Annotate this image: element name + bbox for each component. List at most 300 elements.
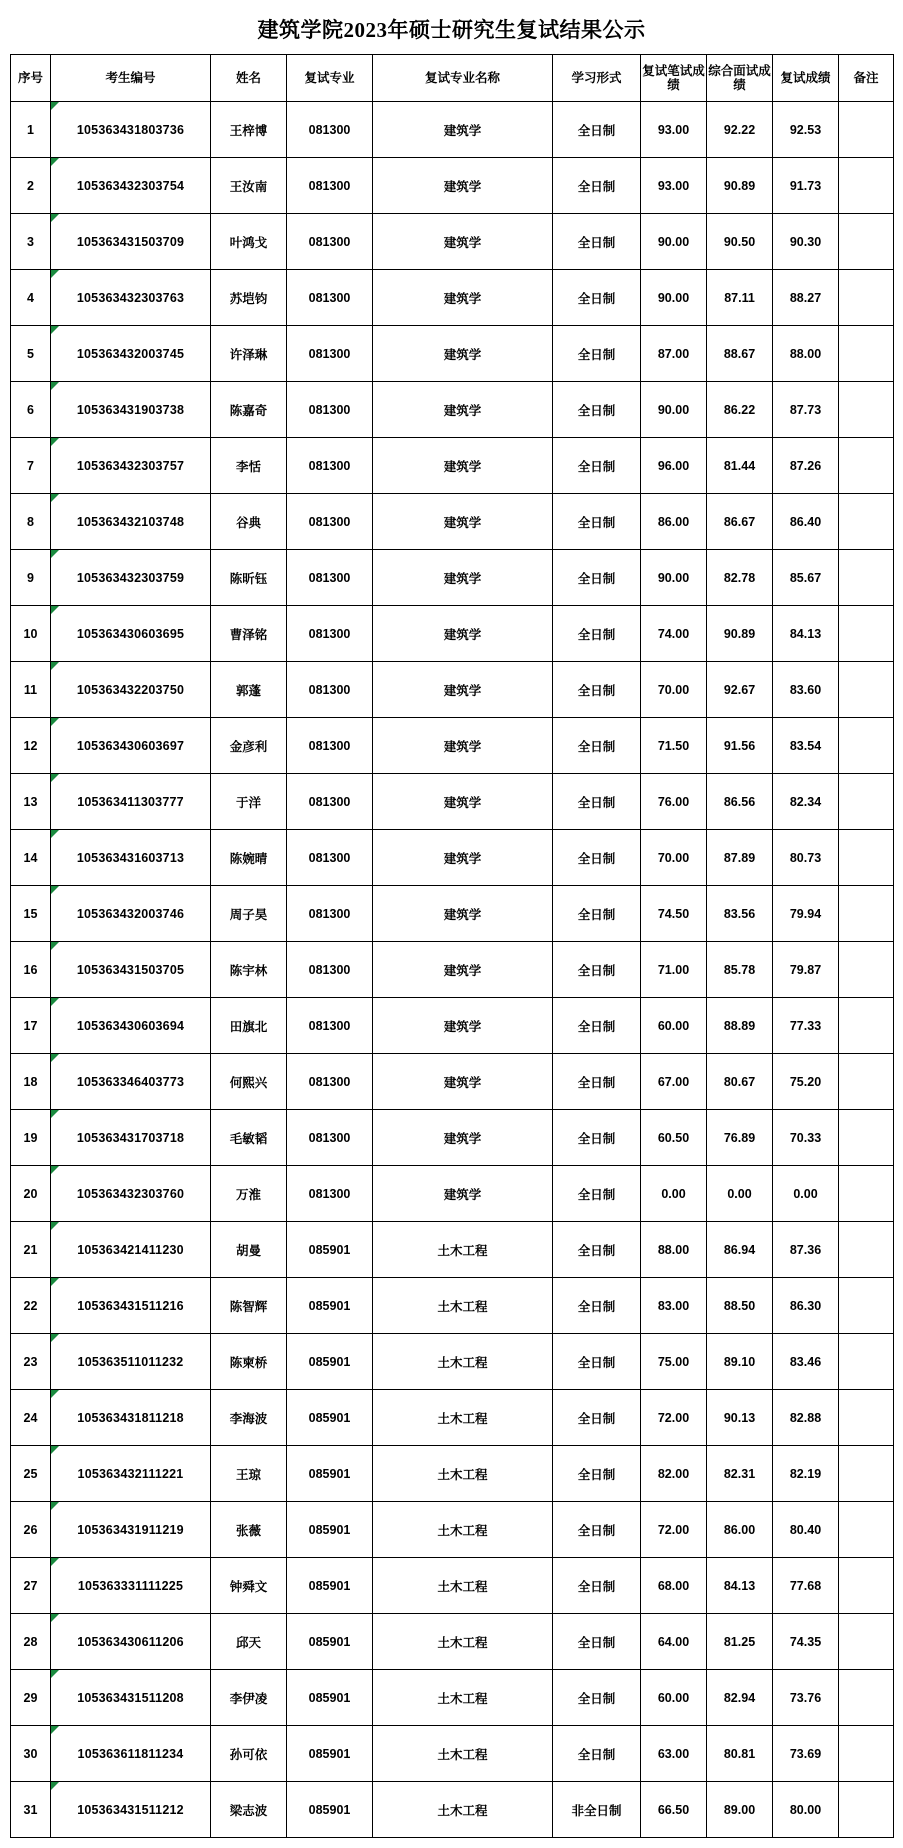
cell-total-score: 82.88 xyxy=(773,1390,839,1446)
cell-interview-score: 84.13 xyxy=(707,1558,773,1614)
cell-remark xyxy=(839,1222,894,1278)
cell-total-score: 82.34 xyxy=(773,774,839,830)
cell-interview-score: 90.50 xyxy=(707,214,773,270)
cell-major-name: 土木工程 xyxy=(373,1726,553,1782)
column-header-interview-score: 综合面试成绩 xyxy=(707,55,773,102)
cell-interview-score: 89.00 xyxy=(707,1782,773,1838)
cell-major-code: 081300 xyxy=(287,662,373,718)
cell-major-name: 土木工程 xyxy=(373,1222,553,1278)
cell-remark xyxy=(839,718,894,774)
cell-remark xyxy=(839,326,894,382)
cell-major-code: 081300 xyxy=(287,158,373,214)
page-title: 建筑学院2023年硕士研究生复试结果公示 xyxy=(257,18,646,42)
cell-index: 13 xyxy=(11,774,51,830)
cell-total-score: 92.53 xyxy=(773,102,839,158)
cell-major-code: 085901 xyxy=(287,1222,373,1278)
cell-major-code: 085901 xyxy=(287,1782,373,1838)
cell-major-name: 建筑学 xyxy=(373,886,553,942)
column-header-major-code: 复试专业 xyxy=(287,55,373,102)
cell-index: 18 xyxy=(11,1054,51,1110)
cell-study-mode: 全日制 xyxy=(553,1166,641,1222)
cell-study-mode: 全日制 xyxy=(553,1614,641,1670)
cell-major-name: 土木工程 xyxy=(373,1446,553,1502)
cell-index: 22 xyxy=(11,1278,51,1334)
column-header-candidate-number: 考生编号 xyxy=(51,55,211,102)
cell-major-name: 建筑学 xyxy=(373,158,553,214)
cell-study-mode: 全日制 xyxy=(553,494,641,550)
table-row xyxy=(11,1334,894,1390)
cell-major-name: 土木工程 xyxy=(373,1502,553,1558)
cell-major-name: 土木工程 xyxy=(373,1278,553,1334)
table-row xyxy=(11,1166,894,1222)
cell-interview-score: 82.31 xyxy=(707,1446,773,1502)
cell-written-score: 90.00 xyxy=(641,270,707,326)
table-row xyxy=(11,1054,894,1110)
cell-study-mode: 全日制 xyxy=(553,1222,641,1278)
cell-study-mode: 全日制 xyxy=(553,1390,641,1446)
cell-interview-score: 87.89 xyxy=(707,830,773,886)
cell-written-score: 75.00 xyxy=(641,1334,707,1390)
cell-remark xyxy=(839,1446,894,1502)
cell-interview-score: 92.67 xyxy=(707,662,773,718)
cell-written-score: 70.00 xyxy=(641,830,707,886)
cell-remark xyxy=(839,942,894,998)
cell-name: 金彦利 xyxy=(211,718,287,774)
cell-interview-score: 88.67 xyxy=(707,326,773,382)
cell-candidate-number: 105363430611206 xyxy=(51,1614,211,1670)
cell-candidate-number: 105363431511216 xyxy=(51,1278,211,1334)
cell-candidate-number: 105363431503705 xyxy=(51,942,211,998)
cell-interview-score: 89.10 xyxy=(707,1334,773,1390)
cell-name: 许泽琳 xyxy=(211,326,287,382)
table-row xyxy=(11,606,894,662)
cell-study-mode: 全日制 xyxy=(553,998,641,1054)
cell-candidate-number: 105363431511208 xyxy=(51,1670,211,1726)
cell-total-score: 74.35 xyxy=(773,1614,839,1670)
cell-interview-score: 83.56 xyxy=(707,886,773,942)
cell-name: 叶鸿戈 xyxy=(211,214,287,270)
cell-candidate-number: 105363611811234 xyxy=(51,1726,211,1782)
cell-written-score: 64.00 xyxy=(641,1614,707,1670)
cell-study-mode: 全日制 xyxy=(553,1054,641,1110)
cell-study-mode: 全日制 xyxy=(553,550,641,606)
cell-candidate-number: 105363432303760 xyxy=(51,1166,211,1222)
table-body xyxy=(11,102,894,1838)
table-row xyxy=(11,494,894,550)
cell-study-mode: 全日制 xyxy=(553,158,641,214)
cell-remark xyxy=(839,1278,894,1334)
cell-name: 陈昕钰 xyxy=(211,550,287,606)
cell-remark xyxy=(839,606,894,662)
cell-major-code: 081300 xyxy=(287,886,373,942)
cell-study-mode: 全日制 xyxy=(553,1110,641,1166)
cell-written-score: 60.50 xyxy=(641,1110,707,1166)
cell-major-name: 土木工程 xyxy=(373,1390,553,1446)
cell-remark xyxy=(839,270,894,326)
cell-interview-score: 80.81 xyxy=(707,1726,773,1782)
cell-name: 李恬 xyxy=(211,438,287,494)
results-table xyxy=(10,54,894,1838)
cell-interview-score: 86.22 xyxy=(707,382,773,438)
cell-name: 陈宇林 xyxy=(211,942,287,998)
cell-major-name: 建筑学 xyxy=(373,1054,553,1110)
cell-index: 20 xyxy=(11,1166,51,1222)
cell-candidate-number: 105363431811218 xyxy=(51,1390,211,1446)
cell-major-code: 085901 xyxy=(287,1558,373,1614)
cell-major-code: 081300 xyxy=(287,270,373,326)
cell-remark xyxy=(839,1054,894,1110)
cell-study-mode: 全日制 xyxy=(553,1670,641,1726)
cell-index: 1 xyxy=(11,102,51,158)
cell-major-name: 建筑学 xyxy=(373,718,553,774)
cell-candidate-number: 105363432003746 xyxy=(51,886,211,942)
cell-written-score: 60.00 xyxy=(641,998,707,1054)
cell-name: 陈婉晴 xyxy=(211,830,287,886)
cell-written-score: 88.00 xyxy=(641,1222,707,1278)
cell-index: 11 xyxy=(11,662,51,718)
cell-written-score: 82.00 xyxy=(641,1446,707,1502)
cell-major-name: 土木工程 xyxy=(373,1334,553,1390)
cell-interview-score: 92.22 xyxy=(707,102,773,158)
column-header-remark: 备注 xyxy=(839,55,894,102)
cell-index: 30 xyxy=(11,1726,51,1782)
cell-name: 何熙兴 xyxy=(211,1054,287,1110)
cell-major-code: 085901 xyxy=(287,1334,373,1390)
cell-remark xyxy=(839,1726,894,1782)
cell-study-mode: 全日制 xyxy=(553,1558,641,1614)
cell-major-code: 085901 xyxy=(287,1278,373,1334)
cell-study-mode: 全日制 xyxy=(553,382,641,438)
cell-index: 14 xyxy=(11,830,51,886)
cell-total-score: 84.13 xyxy=(773,606,839,662)
cell-major-name: 土木工程 xyxy=(373,1614,553,1670)
cell-interview-score: 90.89 xyxy=(707,606,773,662)
cell-total-score: 85.67 xyxy=(773,550,839,606)
cell-index: 9 xyxy=(11,550,51,606)
table-row xyxy=(11,1782,894,1838)
cell-major-name: 土木工程 xyxy=(373,1670,553,1726)
cell-candidate-number: 105363431703718 xyxy=(51,1110,211,1166)
cell-name: 周子昊 xyxy=(211,886,287,942)
cell-major-code: 081300 xyxy=(287,1054,373,1110)
cell-major-name: 建筑学 xyxy=(373,438,553,494)
table-row xyxy=(11,1110,894,1166)
cell-remark xyxy=(839,774,894,830)
cell-candidate-number: 105363421411230 xyxy=(51,1222,211,1278)
cell-name: 王梓博 xyxy=(211,102,287,158)
table-row xyxy=(11,998,894,1054)
cell-study-mode: 全日制 xyxy=(553,326,641,382)
cell-total-score: 70.33 xyxy=(773,1110,839,1166)
cell-interview-score: 90.89 xyxy=(707,158,773,214)
cell-total-score: 88.27 xyxy=(773,270,839,326)
cell-major-code: 081300 xyxy=(287,830,373,886)
cell-total-score: 79.87 xyxy=(773,942,839,998)
cell-written-score: 74.00 xyxy=(641,606,707,662)
cell-written-score: 74.50 xyxy=(641,886,707,942)
cell-interview-score: 82.78 xyxy=(707,550,773,606)
cell-candidate-number: 105363432003745 xyxy=(51,326,211,382)
cell-written-score: 70.00 xyxy=(641,662,707,718)
cell-major-name: 建筑学 xyxy=(373,550,553,606)
cell-remark xyxy=(839,494,894,550)
cell-name: 张薇 xyxy=(211,1502,287,1558)
cell-written-score: 90.00 xyxy=(641,382,707,438)
cell-written-score: 72.00 xyxy=(641,1502,707,1558)
cell-index: 29 xyxy=(11,1670,51,1726)
table-row xyxy=(11,1390,894,1446)
cell-major-code: 085901 xyxy=(287,1670,373,1726)
cell-index: 15 xyxy=(11,886,51,942)
cell-study-mode: 全日制 xyxy=(553,718,641,774)
table-row xyxy=(11,942,894,998)
cell-candidate-number: 105363430603697 xyxy=(51,718,211,774)
cell-index: 4 xyxy=(11,270,51,326)
cell-index: 24 xyxy=(11,1390,51,1446)
cell-index: 3 xyxy=(11,214,51,270)
cell-candidate-number: 105363431803736 xyxy=(51,102,211,158)
cell-name: 苏垲钧 xyxy=(211,270,287,326)
cell-name: 谷典 xyxy=(211,494,287,550)
column-header-name: 姓名 xyxy=(211,55,287,102)
cell-study-mode: 全日制 xyxy=(553,1726,641,1782)
cell-index: 21 xyxy=(11,1222,51,1278)
table-row xyxy=(11,1726,894,1782)
cell-remark xyxy=(839,1670,894,1726)
cell-total-score: 88.00 xyxy=(773,326,839,382)
cell-major-code: 081300 xyxy=(287,606,373,662)
cell-major-name: 建筑学 xyxy=(373,998,553,1054)
cell-major-name: 建筑学 xyxy=(373,102,553,158)
cell-candidate-number: 105363430603694 xyxy=(51,998,211,1054)
cell-candidate-number: 105363431911219 xyxy=(51,1502,211,1558)
cell-index: 5 xyxy=(11,326,51,382)
cell-interview-score: 0.00 xyxy=(707,1166,773,1222)
cell-name: 陈嘉奇 xyxy=(211,382,287,438)
cell-total-score: 73.76 xyxy=(773,1670,839,1726)
cell-index: 8 xyxy=(11,494,51,550)
cell-major-name: 建筑学 xyxy=(373,270,553,326)
cell-index: 27 xyxy=(11,1558,51,1614)
cell-candidate-number: 105363411303777 xyxy=(51,774,211,830)
table-row xyxy=(11,382,894,438)
cell-remark xyxy=(839,1334,894,1390)
cell-written-score: 86.00 xyxy=(641,494,707,550)
table-row xyxy=(11,158,894,214)
cell-name: 于洋 xyxy=(211,774,287,830)
cell-remark xyxy=(839,550,894,606)
table-row xyxy=(11,718,894,774)
cell-study-mode: 全日制 xyxy=(553,830,641,886)
cell-interview-score: 88.89 xyxy=(707,998,773,1054)
cell-major-name: 土木工程 xyxy=(373,1782,553,1838)
cell-total-score: 90.30 xyxy=(773,214,839,270)
cell-candidate-number: 105363432303759 xyxy=(51,550,211,606)
cell-index: 7 xyxy=(11,438,51,494)
table-row xyxy=(11,1670,894,1726)
cell-name: 钟舜文 xyxy=(211,1558,287,1614)
cell-candidate-number: 105363431503709 xyxy=(51,214,211,270)
cell-major-code: 085901 xyxy=(287,1502,373,1558)
cell-candidate-number: 105363432203750 xyxy=(51,662,211,718)
cell-written-score: 71.50 xyxy=(641,718,707,774)
cell-written-score: 60.00 xyxy=(641,1670,707,1726)
cell-study-mode: 全日制 xyxy=(553,1502,641,1558)
cell-candidate-number: 105363432103748 xyxy=(51,494,211,550)
cell-written-score: 71.00 xyxy=(641,942,707,998)
cell-total-score: 83.54 xyxy=(773,718,839,774)
column-header-major-name: 复试专业名称 xyxy=(373,55,553,102)
cell-name: 陈柬桥 xyxy=(211,1334,287,1390)
cell-major-code: 081300 xyxy=(287,1110,373,1166)
cell-candidate-number: 105363431511212 xyxy=(51,1782,211,1838)
cell-remark xyxy=(839,1558,894,1614)
cell-major-code: 085901 xyxy=(287,1390,373,1446)
cell-written-score: 67.00 xyxy=(641,1054,707,1110)
cell-name: 李海波 xyxy=(211,1390,287,1446)
table-row xyxy=(11,886,894,942)
cell-study-mode: 全日制 xyxy=(553,606,641,662)
cell-remark xyxy=(839,998,894,1054)
table-row xyxy=(11,1278,894,1334)
cell-major-code: 081300 xyxy=(287,382,373,438)
cell-major-code: 085901 xyxy=(287,1726,373,1782)
cell-candidate-number: 105363432303763 xyxy=(51,270,211,326)
cell-total-score: 80.73 xyxy=(773,830,839,886)
cell-major-name: 建筑学 xyxy=(373,494,553,550)
cell-remark xyxy=(839,158,894,214)
cell-major-code: 081300 xyxy=(287,1166,373,1222)
cell-interview-score: 86.94 xyxy=(707,1222,773,1278)
cell-index: 25 xyxy=(11,1446,51,1502)
cell-major-name: 建筑学 xyxy=(373,214,553,270)
cell-study-mode: 全日制 xyxy=(553,270,641,326)
cell-name: 邱天 xyxy=(211,1614,287,1670)
cell-index: 28 xyxy=(11,1614,51,1670)
cell-written-score: 87.00 xyxy=(641,326,707,382)
cell-candidate-number: 105363331111225 xyxy=(51,1558,211,1614)
cell-remark xyxy=(839,1614,894,1670)
cell-interview-score: 87.11 xyxy=(707,270,773,326)
cell-total-score: 83.46 xyxy=(773,1334,839,1390)
cell-index: 26 xyxy=(11,1502,51,1558)
cell-candidate-number: 105363432111221 xyxy=(51,1446,211,1502)
cell-remark xyxy=(839,662,894,718)
cell-remark xyxy=(839,1390,894,1446)
table-row xyxy=(11,830,894,886)
table-row xyxy=(11,662,894,718)
cell-major-code: 081300 xyxy=(287,550,373,606)
table-row xyxy=(11,1558,894,1614)
cell-written-score: 93.00 xyxy=(641,102,707,158)
cell-interview-score: 76.89 xyxy=(707,1110,773,1166)
cell-written-score: 76.00 xyxy=(641,774,707,830)
table-header-row xyxy=(11,55,894,102)
cell-written-score: 72.00 xyxy=(641,1390,707,1446)
cell-candidate-number: 105363432303754 xyxy=(51,158,211,214)
table-row xyxy=(11,1222,894,1278)
cell-name: 毛敏韬 xyxy=(211,1110,287,1166)
cell-study-mode: 全日制 xyxy=(553,774,641,830)
table-row xyxy=(11,774,894,830)
table-row xyxy=(11,1502,894,1558)
table-row xyxy=(11,102,894,158)
cell-total-score: 83.60 xyxy=(773,662,839,718)
cell-study-mode: 全日制 xyxy=(553,662,641,718)
cell-total-score: 0.00 xyxy=(773,1166,839,1222)
cell-candidate-number: 105363511011232 xyxy=(51,1334,211,1390)
cell-total-score: 80.40 xyxy=(773,1502,839,1558)
cell-candidate-number: 105363431603713 xyxy=(51,830,211,886)
cell-interview-score: 86.00 xyxy=(707,1502,773,1558)
cell-remark xyxy=(839,1502,894,1558)
cell-study-mode: 全日制 xyxy=(553,102,641,158)
cell-remark xyxy=(839,102,894,158)
cell-name: 胡曼 xyxy=(211,1222,287,1278)
cell-study-mode: 全日制 xyxy=(553,1278,641,1334)
cell-major-code: 081300 xyxy=(287,438,373,494)
cell-name: 李伊凌 xyxy=(211,1670,287,1726)
cell-interview-score: 85.78 xyxy=(707,942,773,998)
cell-name: 梁志波 xyxy=(211,1782,287,1838)
cell-remark xyxy=(839,830,894,886)
cell-interview-score: 88.50 xyxy=(707,1278,773,1334)
cell-study-mode: 全日制 xyxy=(553,1334,641,1390)
cell-written-score: 0.00 xyxy=(641,1166,707,1222)
cell-major-code: 081300 xyxy=(287,942,373,998)
table-row xyxy=(11,270,894,326)
cell-major-name: 建筑学 xyxy=(373,942,553,998)
cell-remark xyxy=(839,1110,894,1166)
table-header xyxy=(11,55,894,102)
cell-major-name: 建筑学 xyxy=(373,1166,553,1222)
cell-interview-score: 82.94 xyxy=(707,1670,773,1726)
cell-name: 曹泽铭 xyxy=(211,606,287,662)
cell-interview-score: 91.56 xyxy=(707,718,773,774)
cell-remark xyxy=(839,438,894,494)
cell-study-mode: 全日制 xyxy=(553,1446,641,1502)
cell-total-score: 82.19 xyxy=(773,1446,839,1502)
cell-remark xyxy=(839,886,894,942)
cell-name: 田旗北 xyxy=(211,998,287,1054)
cell-total-score: 80.00 xyxy=(773,1782,839,1838)
cell-total-score: 91.73 xyxy=(773,158,839,214)
cell-major-code: 081300 xyxy=(287,718,373,774)
cell-study-mode: 全日制 xyxy=(553,886,641,942)
cell-major-code: 081300 xyxy=(287,494,373,550)
cell-written-score: 93.00 xyxy=(641,158,707,214)
cell-major-code: 081300 xyxy=(287,326,373,382)
cell-remark xyxy=(839,214,894,270)
cell-written-score: 68.00 xyxy=(641,1558,707,1614)
cell-study-mode: 全日制 xyxy=(553,214,641,270)
cell-name: 万淮 xyxy=(211,1166,287,1222)
table-row xyxy=(11,550,894,606)
cell-study-mode: 非全日制 xyxy=(553,1782,641,1838)
column-header-total-score: 复试成绩 xyxy=(773,55,839,102)
cell-index: 6 xyxy=(11,382,51,438)
cell-total-score: 77.68 xyxy=(773,1558,839,1614)
cell-major-code: 081300 xyxy=(287,102,373,158)
cell-major-name: 建筑学 xyxy=(373,382,553,438)
cell-name: 孙可依 xyxy=(211,1726,287,1782)
cell-index: 2 xyxy=(11,158,51,214)
cell-interview-score: 86.67 xyxy=(707,494,773,550)
cell-written-score: 96.00 xyxy=(641,438,707,494)
cell-major-name: 土木工程 xyxy=(373,1558,553,1614)
cell-major-code: 085901 xyxy=(287,1446,373,1502)
cell-written-score: 83.00 xyxy=(641,1278,707,1334)
